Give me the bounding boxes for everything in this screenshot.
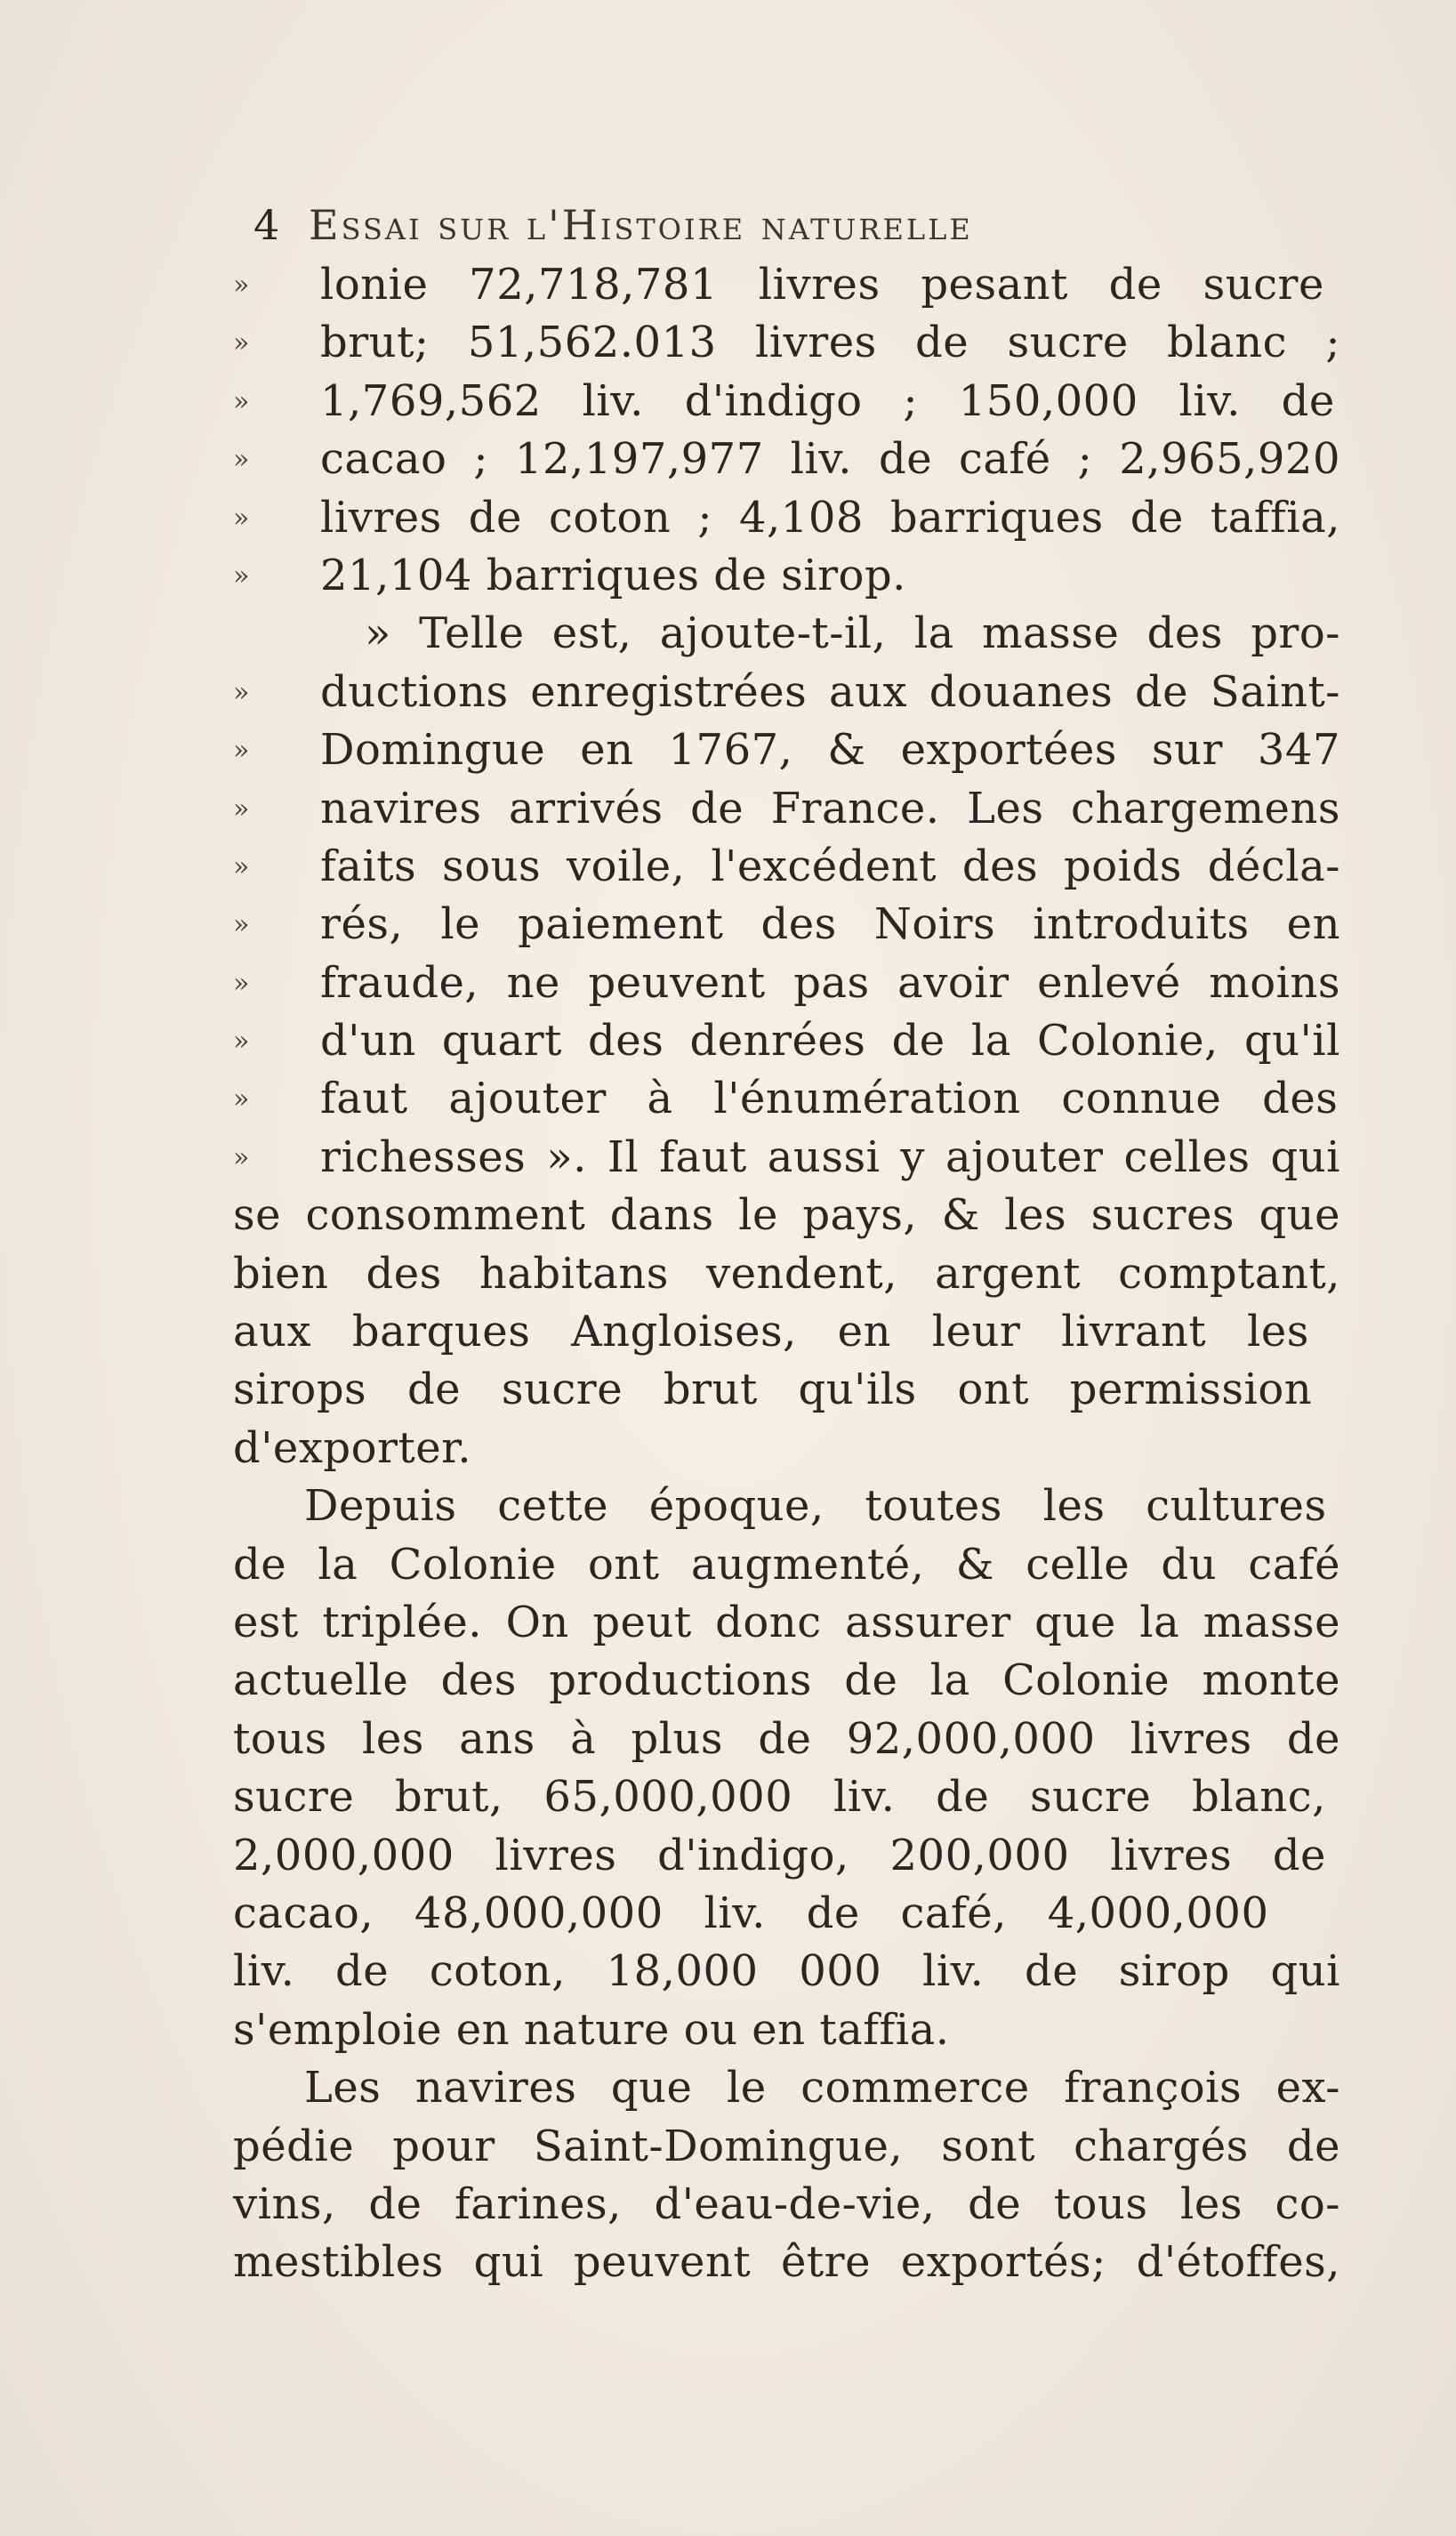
line-text: livres de coton ; 4,108 barriques de taffia,	[320, 492, 1340, 543]
line-text: brut; 51,562.013 livres de sucre blanc ;	[320, 318, 1340, 368]
line-text: s'emploie en nature ou en taffia.	[233, 2004, 950, 2055]
text-line	[233, 780, 1354, 838]
text-line	[233, 605, 1354, 663]
line-text: navires arrivés de France. Les chargemens	[320, 783, 1340, 833]
line-text: Domingue en 1767, & exportées sur 347	[320, 725, 1340, 776]
quote-mark: »	[233, 502, 250, 534]
text-line	[233, 373, 1354, 431]
line-text: sucre brut, 65,000,000 liv. de sucre blanc,	[233, 1772, 1326, 1823]
text-line	[233, 954, 1354, 1012]
quote-mark: »	[233, 967, 250, 999]
text-line	[233, 2176, 1354, 2234]
line-text: aux barques Angloises, en leur livrant les	[233, 1307, 1309, 1357]
text-line	[233, 489, 1354, 547]
text-line	[233, 1070, 1354, 1128]
line-text: faits sous voile, l'excédent des poids décla-	[320, 841, 1340, 891]
quote-mark: »	[233, 385, 250, 417]
line-text: d'un quart des denrées de la Colonie, qu'il	[320, 1016, 1340, 1067]
text-line	[233, 1711, 1354, 1768]
text-line	[233, 547, 1354, 605]
line-text: tous les ans à plus de 92,000,000 livres de	[233, 1713, 1340, 1764]
line-text: bien des habitans vendent, argent comptant,	[233, 1248, 1340, 1299]
text-line	[233, 1303, 1354, 1361]
line-text: 21,104 barriques de sirop.	[320, 550, 906, 600]
text-line	[233, 721, 1354, 779]
line-text: » Telle est, ajoute-t-il, la masse des pro-	[365, 608, 1340, 659]
line-text: sirops de sucre brut qu'ils ont permission	[233, 1365, 1313, 1415]
line-text: lonie 72,718,781 livres pesant de sucre	[320, 260, 1324, 310]
text-line	[233, 431, 1354, 488]
text-line	[233, 1361, 1354, 1419]
page-number: 4	[253, 201, 280, 249]
line-text: cacao, 48,000,000 liv. de café, 4,000,000	[233, 1888, 1269, 1938]
text-line	[233, 2118, 1354, 2176]
line-text: richesses ». Il faut aussi y ajouter celles qui	[320, 1131, 1340, 1182]
line-text: Depuis cette époque, toutes les cultures	[304, 1481, 1327, 1532]
line-text: 1,769,562 liv. d'indigo ; 150,000 liv. de	[320, 375, 1335, 426]
line-text: mestibles qui peuvent être exportés; d'étoffes,	[233, 2237, 1340, 2288]
text-line	[233, 1885, 1354, 1943]
text-line	[233, 1012, 1354, 1070]
text-line	[233, 2059, 1354, 2117]
quote-mark: »	[233, 1083, 250, 1115]
text-line	[233, 1420, 1354, 1477]
text-line	[233, 896, 1354, 954]
text-line	[233, 1536, 1354, 1594]
text-line	[233, 1129, 1354, 1187]
text-line	[233, 2234, 1354, 2291]
quote-mark: »	[233, 444, 250, 476]
line-text: actuelle des productions de la Colonie monte	[233, 1655, 1340, 1706]
text-line	[233, 256, 1354, 314]
text-line	[233, 314, 1354, 372]
line-text: de la Colonie ont augmenté, & celle du café	[233, 1539, 1340, 1590]
quote-mark: »	[233, 327, 250, 359]
line-text: est triplée. On peut donc assurer que la masse	[233, 1597, 1340, 1647]
line-text: Les navires que le commerce françois ex-	[304, 2063, 1340, 2113]
line-text: fraude, ne peuvent pas avoir enlevé moins	[320, 957, 1340, 1008]
quote-mark: »	[233, 793, 250, 825]
line-text: 2,000,000 livres d'indigo, 200,000 livres de	[233, 1830, 1326, 1880]
running-title: Essai sur l'Histoire naturelle	[309, 201, 973, 249]
text-line	[233, 1768, 1354, 1826]
text-line	[233, 1827, 1354, 1885]
text-line	[233, 1245, 1354, 1303]
quote-mark: »	[233, 560, 250, 592]
text-line	[233, 1187, 1354, 1244]
line-text: liv. de coton, 18,000 000 liv. de sirop qui	[233, 1946, 1340, 1997]
text-line	[233, 2001, 1354, 2059]
quote-mark: »	[233, 676, 250, 708]
line-text: vins, de farines, d'eau-de-vie, de tous les co-	[233, 2178, 1340, 2229]
line-text: rés, le paiement des Noirs introduits en	[320, 899, 1340, 950]
text-line	[233, 1594, 1354, 1652]
quote-mark: »	[233, 850, 250, 882]
quote-mark: »	[233, 270, 250, 301]
line-text: se consomment dans le pays, & les sucres que	[233, 1190, 1340, 1241]
line-text: pédie pour Saint-Domingue, sont chargés de	[233, 2121, 1340, 2171]
line-text: cacao ; 12,197,977 liv. de café ; 2,965,920	[320, 434, 1340, 485]
quote-mark: »	[233, 1141, 250, 1173]
page-header	[253, 197, 1365, 253]
body-text	[233, 256, 1354, 2292]
text-line	[233, 664, 1354, 721]
text-line	[233, 1477, 1354, 1535]
quote-mark: »	[233, 909, 250, 941]
quote-mark: »	[233, 1026, 250, 1058]
line-text: faut ajouter à l'énumération connue des	[320, 1074, 1339, 1124]
line-text: ductions enregistrées aux douanes de Saint-	[320, 666, 1340, 717]
text-line	[233, 1943, 1354, 2001]
text-line	[233, 1652, 1354, 1710]
text-line	[233, 838, 1354, 896]
quote-mark: »	[233, 735, 250, 767]
line-text: d'exporter.	[233, 1422, 472, 1473]
